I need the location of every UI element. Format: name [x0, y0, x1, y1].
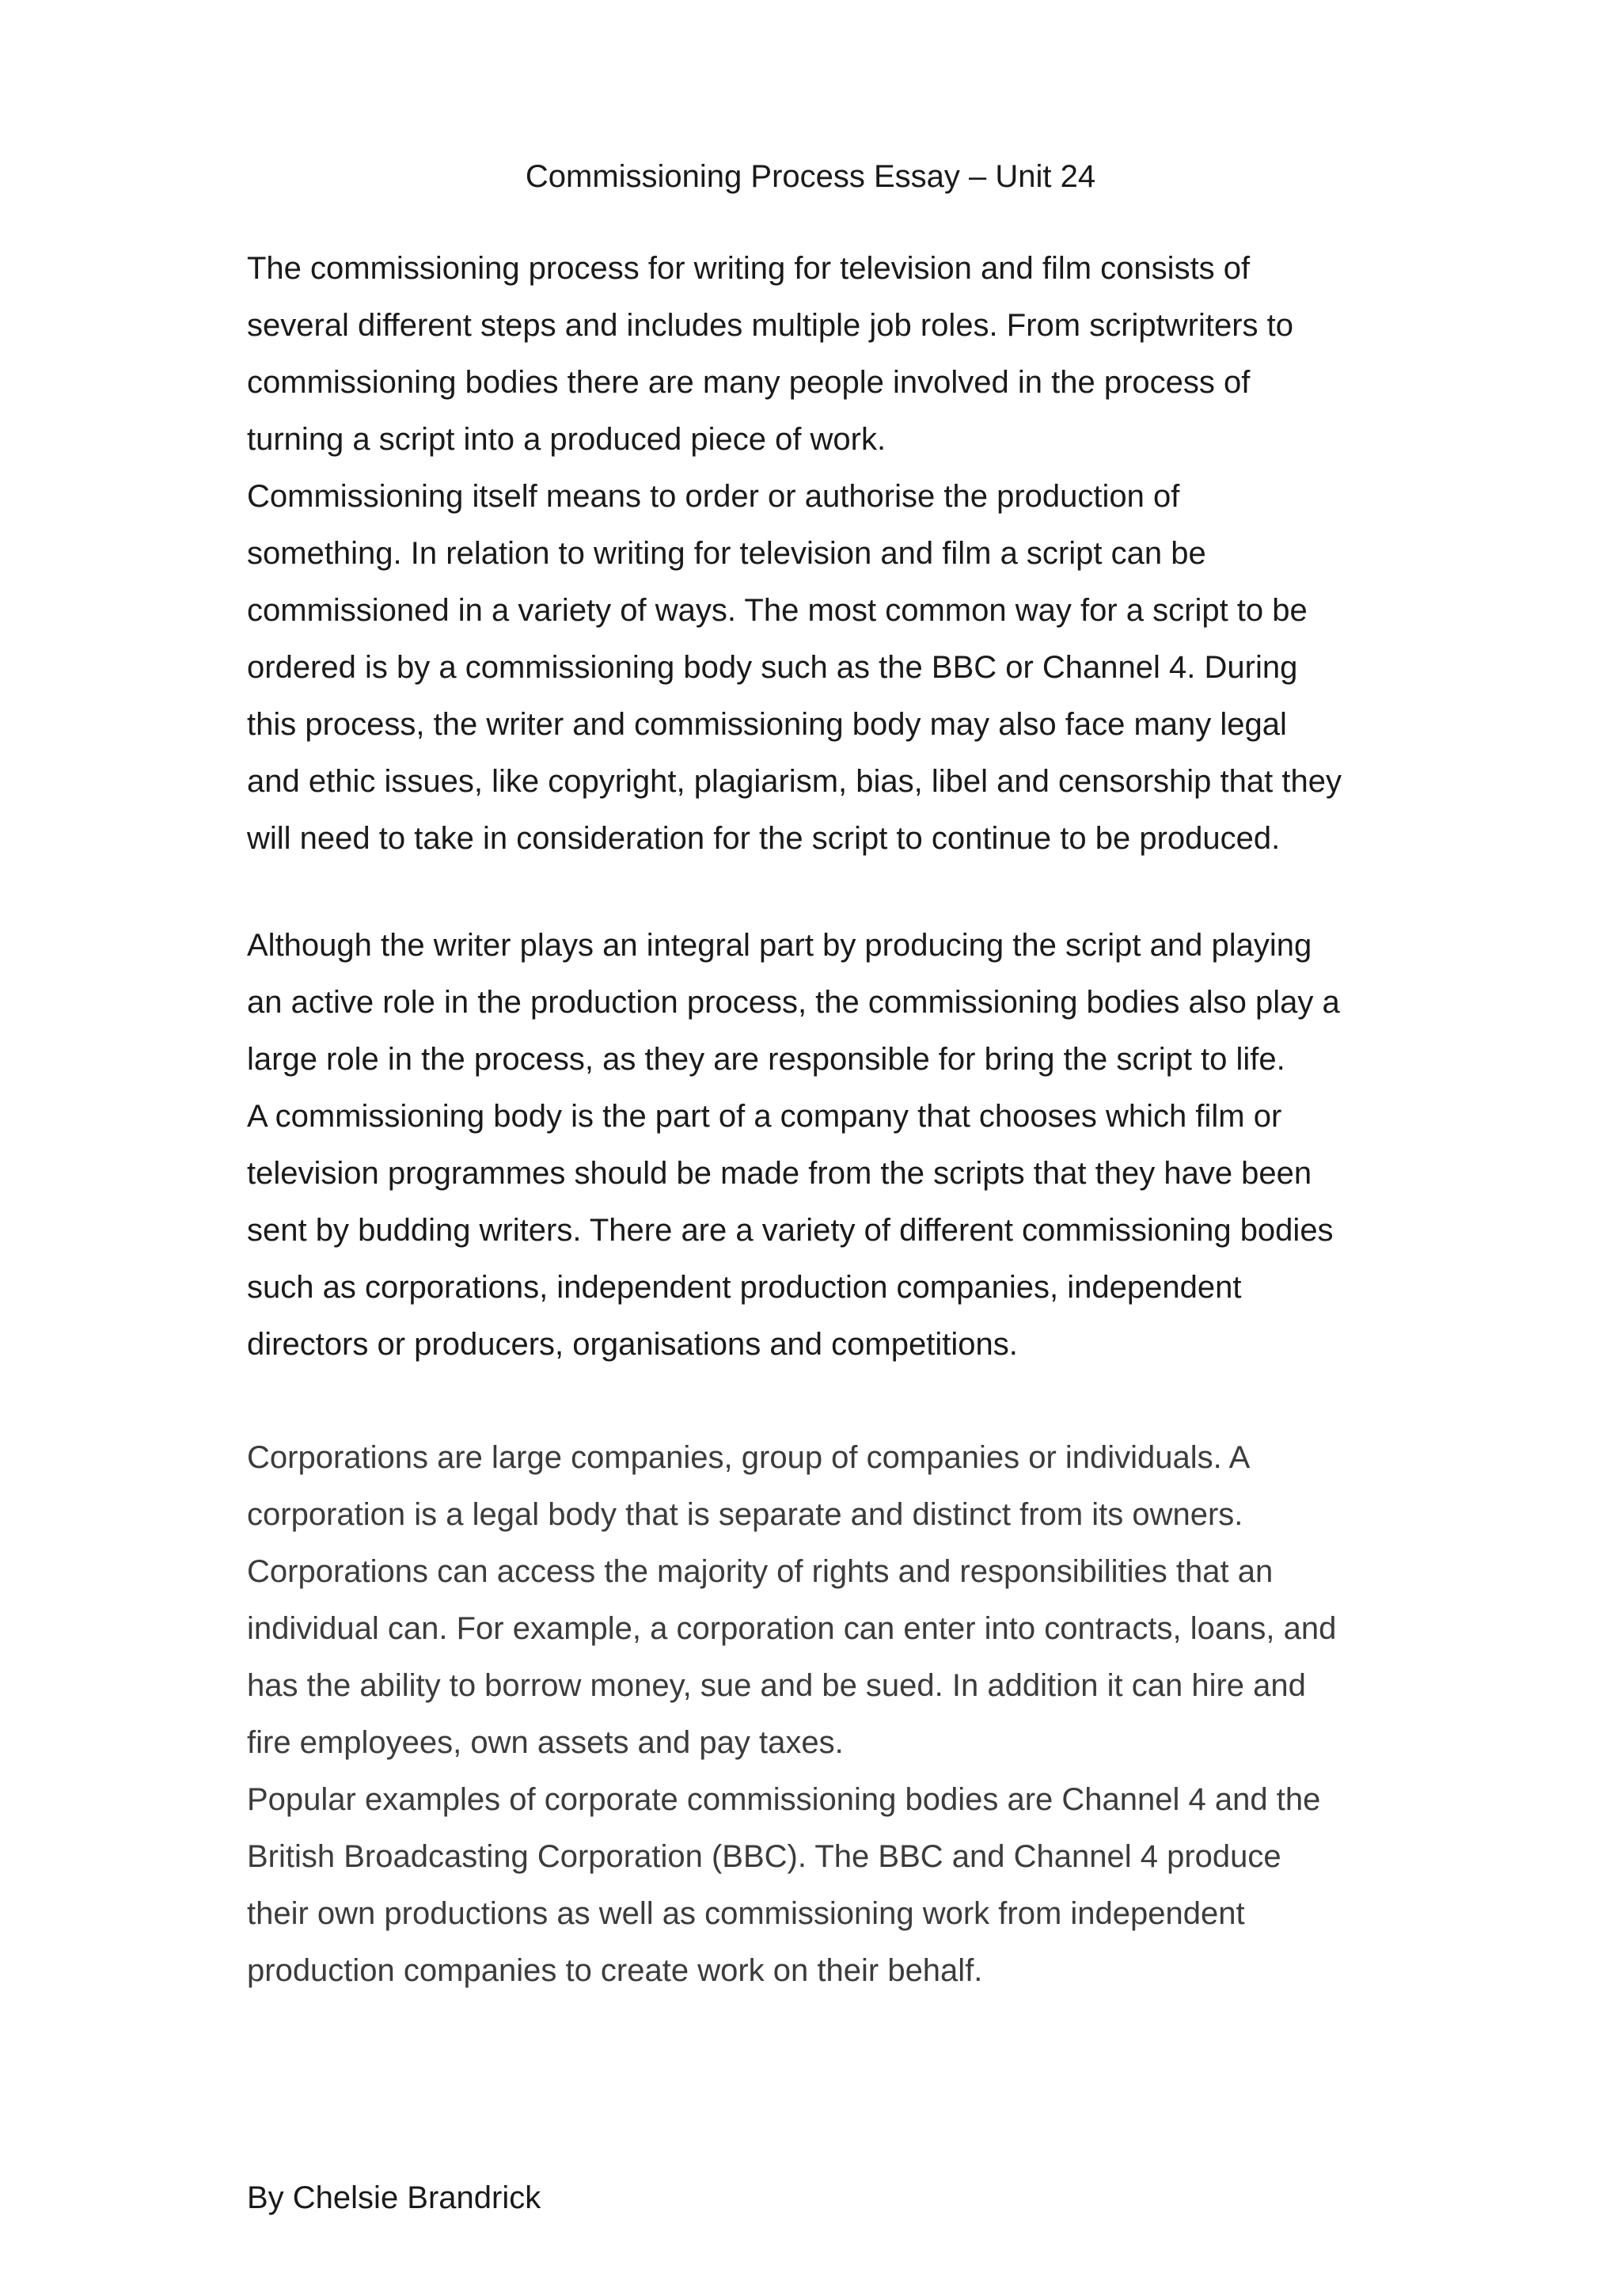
text-line: directors or producers, organisations and competitions. — [247, 1327, 1018, 1362]
text-line: something. In relation to writing for television and film a script can be — [247, 536, 1206, 571]
text-line: Popular examples of corporate commissioning bodies are Channel 4 and the — [247, 1782, 1321, 1817]
text-line: corporation is a legal body that is separate and distinct from its owners. — [247, 1497, 1243, 1532]
text-line: British Broadcasting Corporation (BBC). The BBC and Channel 4 produce — [247, 1839, 1281, 1874]
text-line: such as corporations, independent production companies, independent — [247, 1270, 1242, 1305]
text-line: an active role in the production process, the commissioning bodies also play a — [247, 985, 1340, 1020]
document-title: Commissioning Process Essay – Unit 24 — [525, 159, 1096, 194]
text-line: fire employees, own assets and pay taxes. — [247, 1725, 844, 1760]
text-line: Corporations can access the majority of rights and responsibilities that an — [247, 1554, 1274, 1589]
text-line: A commissioning body is the part of a company that chooses which film or — [247, 1099, 1282, 1134]
author-byline: By Chelsie Brandrick — [247, 2180, 541, 2215]
text-line: and ethic issues, like copyright, plagiarism, bias, libel and censorship that they — [247, 764, 1342, 799]
text-line: Although the writer plays an integral part by producing the script and playing — [247, 928, 1312, 963]
text-line: this process, the writer and commissioning body may also face many legal — [247, 707, 1287, 742]
text-line: their own productions as well as commissioning work from independent — [247, 1896, 1245, 1931]
text-line: will need to take in consideration for the script to continue to be produced. — [247, 821, 1281, 856]
text-line: has the ability to borrow money, sue and be sued. In addition it can hire and — [247, 1668, 1306, 1703]
text-line: individual can. For example, a corporation can enter into contracts, loans, and — [247, 1611, 1337, 1646]
paragraph-commissioning-bodies — [247, 917, 1403, 1373]
text-line: commissioned in a variety of ways. The most common way for a script to be — [247, 593, 1308, 628]
text-line: large role in the process, as they are responsible for bring the script to life. — [247, 1042, 1285, 1077]
text-line: television programmes should be made from the scripts that they have been — [247, 1156, 1312, 1191]
text-line: Corporations are large companies, group of companies or individuals. A — [247, 1440, 1251, 1475]
text-line: several different steps and includes multiple job roles. From scriptwriters to — [247, 308, 1294, 343]
text-line: The commissioning process for writing for television and film consists of — [247, 251, 1251, 286]
text-line: turning a script into a produced piece of work. — [247, 422, 886, 457]
paragraph-corporations — [247, 1429, 1403, 1999]
text-line: Commissioning itself means to order or authorise the production of — [247, 479, 1180, 514]
paragraph-intro — [247, 240, 1403, 867]
text-line: commissioning bodies there are many people involved in the process of — [247, 365, 1251, 400]
text-line: sent by budding writers. There are a variety of different commissioning bodies — [247, 1213, 1334, 1248]
text-line: production companies to create work on their behalf. — [247, 1953, 983, 1988]
text-line: ordered is by a commissioning body such as the BBC or Channel 4. During — [247, 650, 1298, 685]
